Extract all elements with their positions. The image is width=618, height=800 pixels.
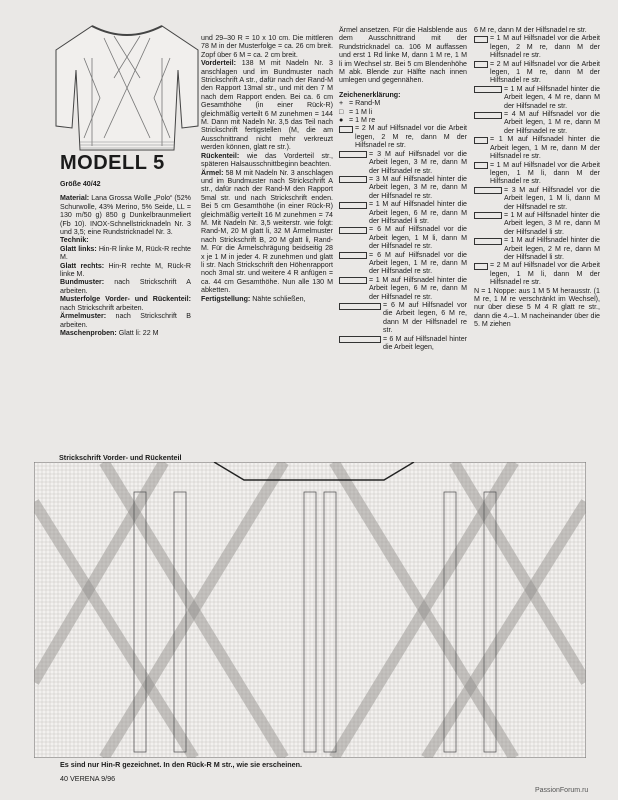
legend-symbol: +	[339, 99, 344, 108]
legend-item	[474, 34, 600, 59]
paragraph-label: Musterfolge Vorder- und Rückenteil:	[60, 295, 191, 304]
col1-paragraphs	[60, 194, 191, 337]
paragraph-label: Fertigstellung:	[201, 294, 251, 303]
size-line: Größe 40/42	[60, 180, 101, 188]
chart-caption: Es sind nur Hin-R gezeichnet. In den Rück-R M str., wie sie erscheinen.	[60, 760, 303, 769]
legend-item	[339, 108, 467, 116]
legend-text: = 1 M li	[349, 107, 373, 116]
legend-title: Zeichenerklärung:	[339, 90, 401, 99]
instructions-column-3	[339, 26, 467, 351]
legend-text: = 1 M auf Hilfsnadel hinter die Arbeit legen, 1 M re, dann M der Hilfsnadel re str.	[490, 135, 600, 161]
paragraph-text: nach Strickschrift A arbeiten.	[60, 278, 191, 295]
legend-list	[339, 99, 467, 351]
cable-symbol	[474, 187, 502, 194]
instruction-paragraph	[60, 278, 191, 295]
legend-text: = Rand-M	[349, 99, 381, 108]
legend-text: = 6 M auf Hilfsnadel vor die Arbeit legen, 6 M re, dann M der Hilfsnadel re str.	[383, 301, 467, 335]
legend-text: 6 M re, dann M der Hilfsnadel re str.	[474, 26, 587, 34]
instruction-paragraph	[201, 152, 333, 169]
legend-item	[474, 110, 600, 135]
cable-symbol	[474, 112, 502, 119]
instruction-paragraph	[60, 312, 191, 329]
legend-text: = 1 M auf Hilfsnadel hinter die Arbeit legen, 3 M re, dann M der Hilfsnadel li str.	[504, 210, 600, 236]
legend-text: = 6 M auf Hilfsnadel vor die Arbeit legen, 1 M re, dann M der Hilfsnadel re str.	[369, 250, 467, 276]
cable-symbol	[474, 212, 502, 219]
legend-text: = 2 M auf Hilfsnadel vor die Arbeit legen, 1 M li, dann M der Hilfsnadel re str.	[490, 261, 600, 287]
legend-item	[474, 26, 600, 34]
paragraph-text: Lana Grossa Wolle „Polo“ (52% Schurwolle, 43% Merino, 5% Seide, LL = 130 m/50 g) 850 g Dunkelbraunmeliert (Fb 10). INOX-Schnellstricknadeln Nr. 3 und 3,5; eine Rundstricknadel Nr. 3.	[60, 194, 191, 237]
paragraph-label: Bundmuster:	[60, 278, 105, 287]
legend-item	[339, 276, 467, 301]
legend-text: = 6 M auf Hilfsnadel vor die Arbeit legen, 1 M li, dann M der Hilfsnadel re str.	[369, 225, 467, 251]
legend-text: = 3 M auf Hilfsnadel vor die Arbeit legen, 1 M li, dann M der Hilfsnadel re str.	[504, 185, 600, 211]
paragraph-label: Material:	[60, 194, 90, 203]
cable-symbol	[339, 277, 367, 284]
instruction-paragraph	[201, 295, 333, 303]
legend-text: = 1 M auf Hilfsnadel vor die Arbeit legen, 2 M re, dann M der Hilfsnadel re str.	[490, 34, 600, 60]
instruction-paragraph	[60, 262, 191, 279]
cable-symbol	[474, 36, 488, 43]
legend-item	[474, 186, 600, 211]
cable-symbol	[474, 263, 488, 270]
legend-item	[474, 85, 600, 110]
legend-item	[339, 335, 467, 352]
cable-symbol	[339, 252, 367, 259]
cable-symbol	[474, 61, 488, 68]
cable-symbol	[474, 86, 502, 93]
paragraph-label: Rückenteil:	[201, 151, 240, 160]
legend-item	[339, 116, 467, 124]
instructions-column-2	[201, 34, 333, 303]
legend-text: = 2 M auf Hilfsnadel vor die Arbeit legen, 2 M re, dann M der Hilfsnadel re str.	[355, 124, 467, 150]
paragraph-text: Hin-R linke M, Rück-R rechte M.	[60, 244, 191, 262]
page-footer: 40 VERENA 9/96	[60, 774, 116, 783]
paragraph-text: 138 M mit Nadeln Nr. 3 anschlagen und im Bundmuster nach Strickschrift A str., dafür nach der Rand-M den Rapport 13mal str., und mit den 7 M nach dem Rapport enden. Bei ca. 6 cm Gesamthöhe (in einer Rück-R) gleichmäßig verteilt 6 M zunehmen = 144 M. Dann mit Nadeln Nr. 3,5 das Teil nach Strickschrift fertigstellen (M, die am Ausschnittrand nicht mehr verkreuzt werden können, glatt re str.).	[201, 59, 333, 152]
legend-text: = 2 M auf Hilfsnadel vor die Arbeit legen, 1 M re, dann M der Hilfsnadel re str.	[490, 59, 600, 85]
instructions-column-4	[474, 26, 600, 329]
legend-item	[474, 261, 600, 286]
paragraph-label: Maschenproben:	[60, 328, 117, 337]
sweater-illustration	[52, 18, 202, 156]
cable-symbol	[339, 151, 367, 158]
legend-item	[474, 236, 600, 261]
paragraph-text: Nähte schließen,	[252, 294, 306, 303]
legend-text: = 3 M auf Hilfsnadel vor die Arbeit legen, 3 M re, dann M der Hilfsnadel re str.	[369, 149, 467, 175]
instruction-paragraph	[60, 329, 191, 337]
cable-symbol	[339, 336, 381, 343]
paragraph-label: Glatt rechts:	[60, 261, 105, 270]
legend-item	[474, 161, 600, 186]
legend-item	[339, 99, 467, 107]
legend-text: = 3 M auf Hilfsnadel hinter die Arbeit legen, 3 M re, dann M der Hilfsnadel re str.	[369, 174, 467, 200]
legend-item	[339, 225, 467, 250]
legend-text: = 1 M auf Hilfsnadel hinter die Arbeit legen, 2 M re, dann M der Hilfsnadel li str.	[504, 236, 600, 261]
legend-item	[339, 251, 467, 276]
col3-paragraphs	[339, 26, 467, 85]
legend-text: = 1 M auf Hilfsnadel hinter die Arbeit legen, 6 M re, dann M der Hilfsnadel li str.	[369, 200, 467, 225]
instruction-paragraph	[201, 59, 333, 151]
legend-symbol: ●	[339, 116, 344, 125]
legend-text: = 1 M auf Hilfsnadel hinter die Arbeit legen, 6 M re, dann M der Hilfsnadel re str.	[369, 275, 467, 301]
legend-text: = 6 M auf Hilfsnadel hinter die Arbeit legen,	[383, 334, 467, 352]
col2-paragraphs	[201, 34, 333, 303]
legend-item	[339, 301, 467, 335]
legend-item	[474, 211, 600, 236]
cable-symbol	[339, 126, 353, 133]
instruction-paragraph	[339, 26, 467, 85]
legend-text: = 1 M re	[349, 116, 376, 125]
legend-text: = 4 M auf Hilfsnadel vor die Arbeit legen, 1 M re, dann M der Hilfsnadel re str.	[504, 110, 600, 135]
cable-symbol	[339, 303, 381, 310]
cable-symbol	[474, 137, 488, 144]
instruction-paragraph	[60, 245, 191, 262]
cable-symbol	[474, 162, 488, 169]
paragraph-text: nach Strickschrift arbeiten.	[60, 303, 144, 312]
paragraph-text: wie das Vorderteil str., späteren Halsausschnittbeginn beachten.	[201, 151, 333, 169]
paragraph-label: Glatt links:	[60, 244, 97, 253]
legend-item	[339, 175, 467, 200]
paragraph-text: 58 M mit Nadeln Nr. 3 anschlagen und im Bundmuster nach Strickschrift A str., dafür nach der Rand-M den Rapport 5mal str. und nach Strickschrift enden. Bei 5 cm Gesamthöhe (in einer Rück-R) gleichmäßig verteilt 16 M zunehmen = 74 M. Mit Nadeln Nr. 3,5 weiterstr. wie folgt: Rand-M, 20 M glatt li, 32 M Ärmelmuster nach Strickschrift B, 20 M glatt li, Rand-M. Für die Ärmelschrägung beidseitig 28 x je 1 M in jeder 4. R zunehmen und glatt li str. Nach Strickschrift den Höhenrapport noch 3mal str. und weitere 4 R anfügen = ca. 44 cm Gesamthöhe. Nun alle 130 M abketten.	[201, 168, 333, 295]
paragraph-label: Technik:	[60, 236, 89, 245]
paragraph-text: Hin-R rechte M, Rück-R linke M.	[60, 261, 191, 279]
paragraph-text: Glatt li: 22 M	[118, 328, 159, 337]
paragraph-label: Ärmel:	[201, 168, 224, 177]
legend-item	[339, 124, 467, 149]
cable-symbol	[474, 238, 502, 245]
paragraph-label: Ärmelmuster:	[60, 312, 107, 321]
model-title: MODELL 5	[60, 152, 165, 174]
legend-item	[339, 150, 467, 175]
cable-symbol	[339, 176, 367, 183]
instruction-paragraph	[201, 34, 333, 59]
legend-text: N = 1 Noppe: aus 1 M 5 M herausstr. (1 M re, 1 M re verschränkt im Wechsel), nur über diese 5 M 4 R glatt re str., dann die 4.–1. M nacheinander über die 5. M ziehen	[474, 286, 600, 329]
legend-item	[474, 135, 600, 160]
legend-item	[474, 287, 600, 329]
legend-item	[339, 200, 467, 225]
instruction-paragraph	[60, 295, 191, 312]
chart-label: Strickschrift Vorder- und Rückenteil	[59, 453, 182, 462]
paragraph-text: und 29–30 R = 10 x 10 cm. Die mittleren 78 M in der Musterfolge = ca. 26 cm breit. Zopf über 6 M = ca. 2 cm breit.	[201, 34, 333, 59]
legend-item	[474, 60, 600, 85]
paragraph-text: Ärmel ansetzen. Für die Halsblende aus dem Ausschnittrand mit der Rundstricknadel ca. 106 M auffassen und erst 1 Rd linke M, dann 1 M re, 1 M li im Wechsel str. Bei 5 cm Blendenhöhe M abk. Blende zur Hälfte nach innen umlegen und gegennähen.	[339, 26, 467, 85]
paragraph-label: Vorderteil:	[201, 59, 236, 68]
legend-list-continued	[474, 26, 600, 329]
instructions-column-1	[60, 180, 191, 337]
instruction-paragraph	[60, 236, 191, 244]
legend-text: = 1 M auf Hilfsnadel hinter die Arbeit legen, 4 M re, dann M der Hilfsnadel re str.	[504, 84, 600, 110]
cable-symbol	[339, 202, 367, 209]
instruction-paragraph	[60, 194, 191, 236]
legend-text: = 1 M auf Hilfsnadel vor die Arbeit legen, 1 M li, dann M der Hilfsnadel re str.	[490, 160, 600, 186]
paragraph-text: nach Strickschrift B arbeiten.	[60, 312, 191, 329]
instruction-paragraph	[201, 169, 333, 295]
cable-symbol	[339, 227, 367, 234]
watermark: PassionForum.ru	[535, 787, 589, 794]
knitting-chart	[34, 462, 586, 758]
legend-symbol: □	[339, 107, 344, 116]
